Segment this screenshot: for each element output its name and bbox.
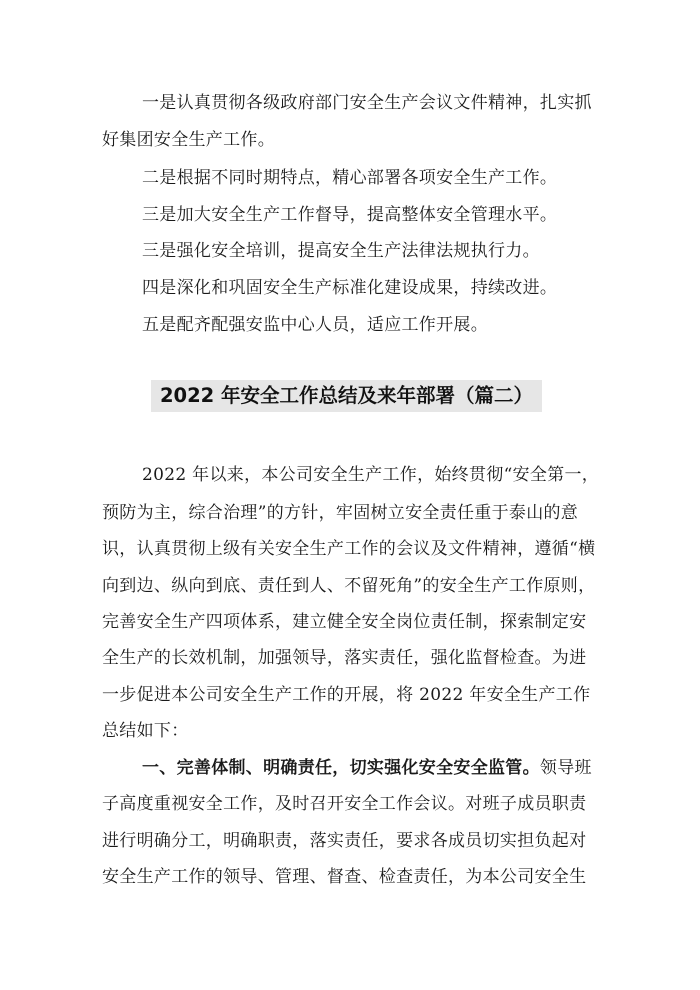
paragraph-line: 2022 年以来，本公司安全生产工作，始终贯彻“安全第一， xyxy=(142,465,600,485)
paragraph-line: 三是强化安全培训，提高安全生产法律法规执行力。 xyxy=(142,241,540,261)
paragraph-line: 三是加大安全生产工作督导，提高整体安全管理水平。 xyxy=(142,205,558,225)
section-heading-highlight xyxy=(151,380,542,412)
paragraph-line: 进行明确分工，明确职责，落实责任，要求各成员切实担负起对 xyxy=(102,831,587,851)
paragraph-line: 安全生产工作的领导、管理、督查、检查责任，为本公司安全生 xyxy=(102,867,587,887)
paragraph-line: 好集团安全生产工作。 xyxy=(102,130,275,150)
paragraph-line: 向到边、纵向到底、责任到人、不留死角”的安全生产工作原则， xyxy=(102,576,596,596)
paragraph-text: 领导班 xyxy=(539,758,592,778)
paragraph-line: 总结如下： xyxy=(102,721,189,741)
paragraph-line: 五是配齐配强安监中心人员，适应工作开展。 xyxy=(142,315,488,335)
paragraph-line xyxy=(142,758,592,778)
paragraph-line: 一是认真贯彻各级政府部门安全生产会议文件精神，扎实抓 xyxy=(142,93,592,113)
paragraph-line: 子高度重视安全工作，及时召开安全工作会议。对班子成员职责 xyxy=(102,794,587,814)
section-heading: 2022 年安全工作总结及来年部署（篇二） xyxy=(159,384,534,407)
paragraph-line: 全生产的长效机制，加强领导，落实责任，强化监督检查。为进 xyxy=(102,648,587,668)
paragraph-line: 预防为主，综合治理”的方针，牢固树立安全责任重于泰山的意 xyxy=(102,503,579,523)
paragraph-line: 识，认真贯彻上级有关安全生产工作的会议及文件精神，遵循“横 xyxy=(102,539,596,559)
paragraph-line: 完善安全生产四项体系，建立健全安全岗位责任制，探索制定安 xyxy=(102,612,587,632)
paragraph-line: 一步促进本公司安全生产工作的开展，将 2022 年安全生产工作 xyxy=(102,685,591,705)
paragraph-line: 四是深化和巩固安全生产标准化建设成果，持续改进。 xyxy=(142,278,558,298)
paragraph-line: 二是根据不同时期特点，精心部署各项安全生产工作。 xyxy=(142,168,558,188)
bold-lead-heading: 一、完善体制、明确责任，切实强化安全安全监管。 xyxy=(142,758,540,778)
